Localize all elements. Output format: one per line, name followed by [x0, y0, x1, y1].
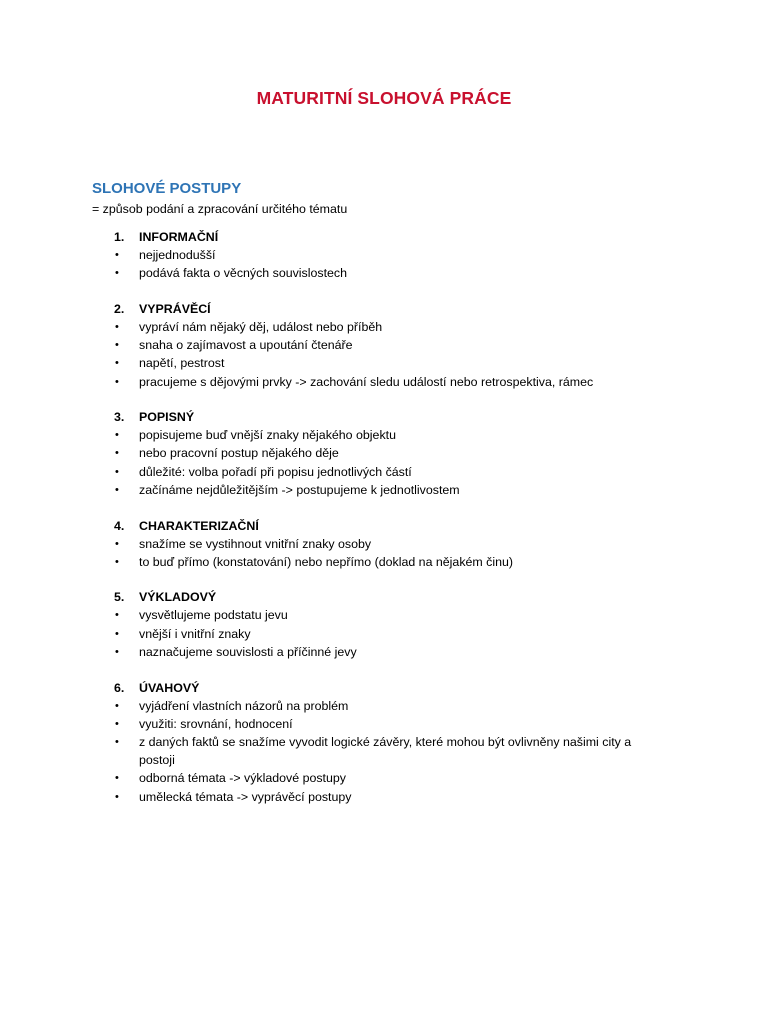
postup-number: 4.: [114, 518, 125, 533]
list-item: [92, 606, 664, 624]
list-item-text: naznačujeme souvislosti a příčinné jevy: [139, 644, 357, 659]
bullet-icon: •: [115, 357, 119, 370]
postupy-list: [92, 228, 692, 823]
postup-number: 2.: [114, 301, 125, 316]
list-item: [92, 535, 664, 553]
list-item-text: snažíme se vystihnout vnitřní znaky osoby: [139, 536, 372, 551]
list-item: [92, 788, 664, 806]
bullet-list: [92, 535, 692, 571]
bullet-icon: •: [115, 320, 119, 333]
list-item: [92, 444, 664, 462]
list-item: [92, 481, 664, 499]
list-item-text: vypráví nám nějaký děj, událost nebo příběh: [139, 319, 383, 334]
postup-number: 3.: [114, 410, 125, 425]
list-item-text: snaha o zajímavost a upoutání čtenáře: [139, 338, 353, 353]
bullet-icon: •: [115, 772, 119, 785]
bullet-icon: •: [115, 465, 119, 478]
postup-section: [92, 300, 692, 391]
bullet-icon: •: [115, 735, 119, 748]
list-item: [92, 336, 664, 354]
postup-heading: [92, 228, 692, 246]
postup-name: VYPRÁVĚCÍ: [139, 301, 211, 316]
list-item-text: podává fakta o věcných souvislostech: [139, 266, 348, 281]
list-item: [92, 553, 664, 571]
bullet-icon: •: [115, 645, 119, 658]
list-item-text: z daných faktů se snažíme vyvodit logické závěry, které mohou být ovlivněny našimi city a postoji: [139, 734, 632, 768]
bullet-icon: •: [115, 249, 119, 261]
list-item: [92, 463, 664, 481]
list-item: [92, 264, 664, 282]
list-item: [92, 697, 664, 715]
bullet-icon: •: [115, 375, 119, 388]
postup-section: [92, 408, 692, 499]
bullet-icon: •: [115, 627, 119, 640]
bullet-icon: •: [115, 790, 119, 803]
postup-number: 5.: [114, 590, 125, 605]
list-item-text: napětí, pestrost: [139, 356, 225, 371]
postup-section: [92, 228, 692, 282]
postup-heading: [92, 679, 692, 697]
bullet-icon: •: [115, 483, 119, 496]
section-definition: = způsob podání a zpracování určitého tématu: [92, 202, 348, 216]
list-item: [92, 643, 664, 661]
bullet-icon: •: [115, 717, 119, 730]
bullet-icon: •: [115, 339, 119, 352]
bullet-icon: •: [115, 699, 119, 712]
bullet-icon: •: [115, 537, 119, 550]
list-item-text: nejjednodušší: [139, 248, 216, 262]
list-item: [92, 733, 664, 769]
list-item: [92, 354, 664, 372]
postup-section: [92, 588, 692, 661]
bullet-icon: •: [115, 447, 119, 460]
list-item-text: to buď přímo (konstatování) nebo nepřímo (doklad na nějakém činu): [139, 554, 514, 569]
postup-heading: [92, 517, 692, 535]
bullet-list: [92, 318, 692, 391]
bullet-icon: •: [115, 267, 119, 280]
list-item-text: využiti: srovnání, hodnocení: [139, 716, 293, 731]
postup-heading: [92, 588, 692, 606]
postup-name: VÝKLADOVÝ: [139, 590, 217, 605]
list-item-text: začínáme nejdůležitějším -> postupujeme k jednotlivostem: [139, 482, 460, 497]
list-item: [92, 715, 664, 733]
list-item-text: odborná témata -> výkladové postupy: [139, 771, 346, 786]
list-item-text: vysvětlujeme podstatu jevu: [139, 608, 288, 623]
bullet-icon: •: [115, 555, 119, 568]
section-heading: SLOHOVÉ POSTUPY: [92, 180, 242, 197]
postup-heading: [92, 408, 692, 426]
postup-number: 6.: [114, 680, 125, 695]
list-item: [92, 318, 664, 336]
list-item-text: vnější i vnitřní znaky: [139, 626, 251, 641]
postup-name: CHARAKTERIZAČNÍ: [139, 518, 259, 533]
postup-number: 1.: [114, 230, 125, 244]
list-item-text: pracujeme s dějovými prvky -> zachování sledu událostí nebo retrospektiva, rámec: [139, 374, 594, 389]
bullet-list: [92, 606, 692, 661]
list-item-text: vyjádření vlastních názorů na problém: [139, 698, 349, 713]
postup-name: ÚVAHOVÝ: [139, 680, 200, 695]
bullet-list: [92, 697, 692, 806]
list-item: [92, 426, 664, 444]
list-item: [92, 373, 664, 391]
document-title: MATURITNÍ SLOHOVÁ PRÁCE: [256, 88, 512, 108]
bullet-list: [92, 426, 692, 499]
list-item-text: popisujeme buď vnější znaky nějakého objektu: [139, 428, 396, 443]
bullet-list: [92, 246, 692, 282]
postup-section: [92, 679, 692, 806]
list-item-text: nebo pracovní postup nějakého děje: [139, 446, 339, 461]
postup-heading: [92, 300, 692, 318]
list-item-text: umělecká témata -> vyprávěcí postupy: [139, 789, 352, 804]
list-item: [92, 769, 664, 787]
list-item: [92, 625, 664, 643]
list-item: [92, 246, 664, 264]
bullet-icon: •: [115, 609, 119, 622]
postup-name: INFORMAČNÍ: [139, 230, 219, 244]
postup-section: [92, 517, 692, 571]
bullet-icon: •: [115, 429, 119, 442]
list-item-text: důležité: volba pořadí při popisu jednotlivých částí: [139, 464, 412, 479]
postup-name: POPISNÝ: [139, 410, 195, 425]
